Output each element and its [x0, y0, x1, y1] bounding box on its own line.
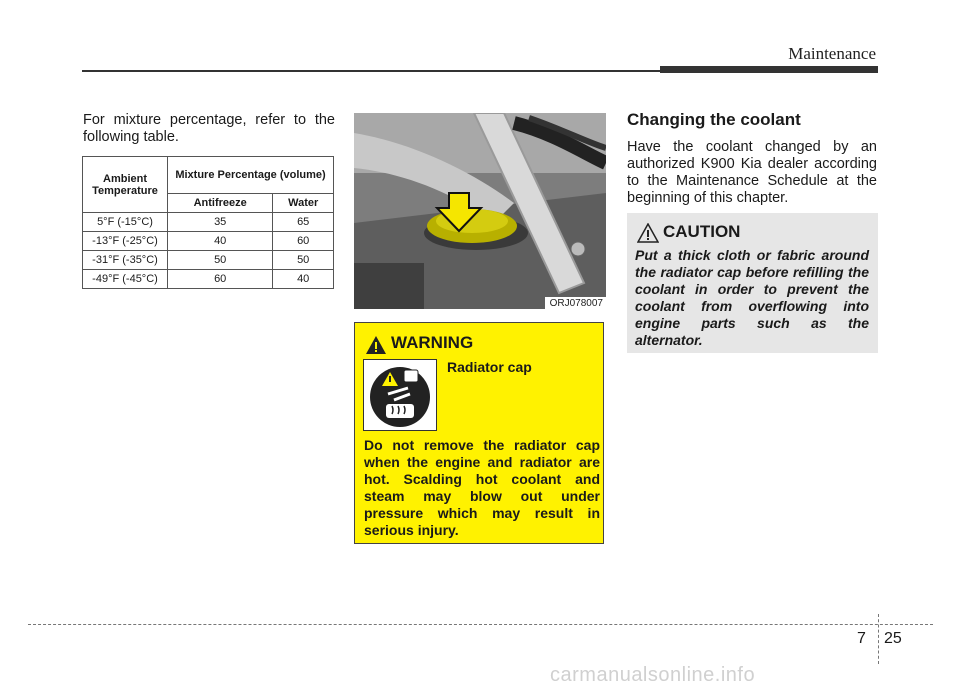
warning-box: [354, 322, 604, 544]
engine-bay-illustration: [354, 113, 606, 309]
cell-temp: 5°F (-15°C): [83, 213, 168, 232]
cell-antifreeze: 50: [168, 251, 273, 270]
footer-dashed-rule: [28, 624, 933, 625]
cell-water: 65: [273, 213, 334, 232]
warning-subtitle: Radiator cap: [447, 359, 532, 375]
col-ambient-header: Ambient Temperature: [83, 157, 168, 213]
table-row: [83, 232, 334, 251]
cell-antifreeze: 40: [168, 232, 273, 251]
cell-water: 60: [273, 232, 334, 251]
cell-temp: -49°F (-45°C): [83, 270, 168, 289]
table-row: [83, 270, 334, 289]
mixture-table: [82, 156, 334, 289]
col-antifreeze-header: Antifreeze: [168, 194, 273, 213]
chapter-number: 7: [857, 630, 866, 647]
cell-antifreeze: 60: [168, 270, 273, 289]
caution-box: [627, 213, 878, 353]
warning-text: Do not remove the radiator cap when the engine and radiator are hot. Scalding hot coolant and steam may blow out under pressure which may result in serious injury.: [364, 437, 600, 538]
cell-water: 40: [273, 270, 334, 289]
col-water-header: Water: [273, 194, 334, 213]
section-body: Have the coolant changed by an authorized K900 Kia dealer according to the Maintenance Schedule at the beginning of this chapter.: [627, 139, 877, 206]
photo-code: ORJ078007: [545, 297, 606, 309]
radiator-cap-photo: [354, 113, 606, 309]
page-number: 25: [884, 630, 902, 647]
cell-temp: -31°F (-35°C): [83, 251, 168, 270]
caution-triangle-icon: [637, 223, 659, 243]
intro-text: For mixture percentage, refer to the following table.: [83, 112, 335, 145]
cell-antifreeze: 35: [168, 213, 273, 232]
caution-text: Put a thick cloth or fabric around the radiator cap before refilling the coolant in order to prevent the coolant from overflowing into engine parts such as the alternator.: [635, 247, 869, 348]
header-rule-thick: [660, 66, 878, 73]
radiator-hot-icon: [363, 359, 437, 431]
caution-title: CAUTION: [663, 222, 741, 241]
header-rule: [82, 70, 662, 72]
footer-divider: [878, 614, 879, 664]
cell-water: 50: [273, 251, 334, 270]
section-title: Changing the coolant: [627, 110, 801, 129]
warning-title: WARNING: [391, 333, 474, 352]
col-mixture-header: Mixture Percentage (volume): [168, 157, 334, 194]
warning-triangle-icon: [365, 335, 387, 355]
page-header-title: Maintenance: [788, 44, 876, 63]
table-row: [83, 251, 334, 270]
watermark: carmanualsonline.info: [550, 664, 756, 686]
cell-temp: -13°F (-25°C): [83, 232, 168, 251]
table-row: [83, 213, 334, 232]
